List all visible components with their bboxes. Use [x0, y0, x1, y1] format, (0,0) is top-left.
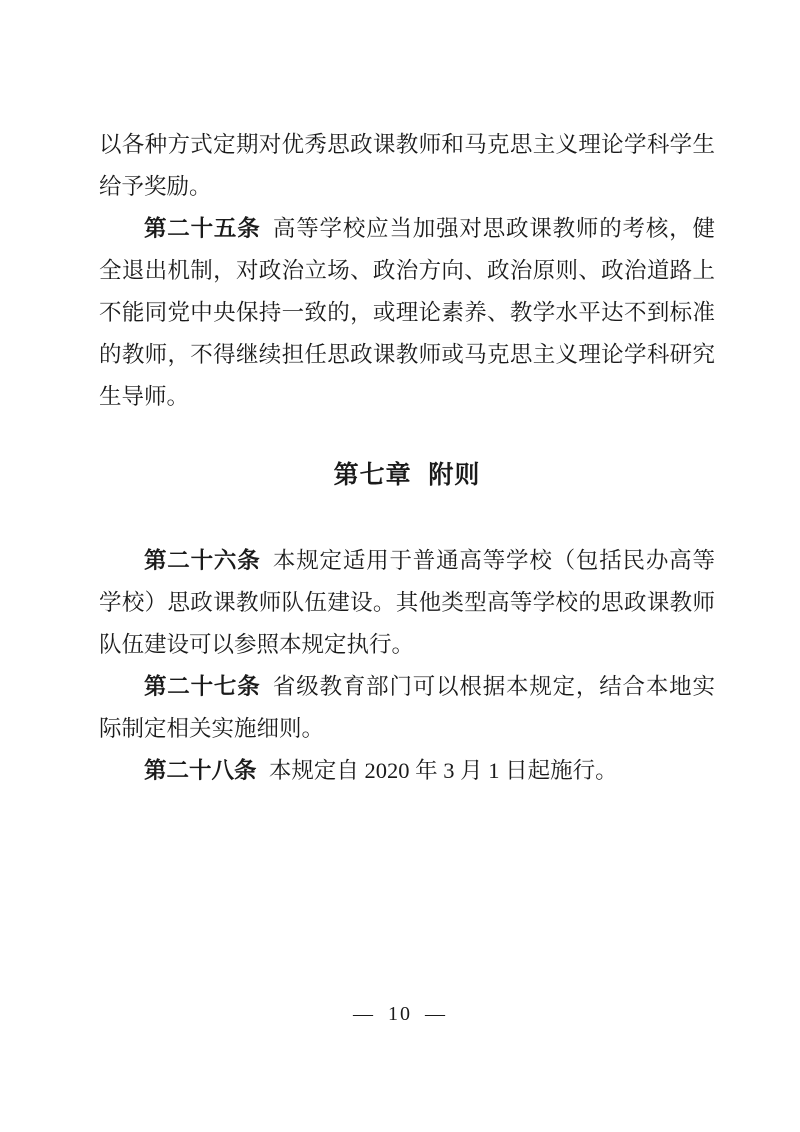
paragraph-article-27 [99, 666, 715, 750]
page-number: — 10 — [353, 1003, 447, 1025]
paragraph-text: 本规定自 2020 年 3 月 1 日起施行。 [268, 758, 618, 783]
article-number-label: 第二十八条 [144, 758, 257, 783]
paragraph-text: 高等学校应当加强对思政课教师的考核，健全退出机制，对政治立场、政治方向、政治原则、政治道路上不能同党中央保持一致的，或理论素养、教学水平达不到标准的教师，不得继续担任思政课教师或马克思主义理论学科研究生导师。 [99, 216, 715, 409]
paragraph-text: 本规定适用于普通高等学校（包括民办高等学校）思政课教师队伍建设。其他类型高等学校的思政课教师队伍建设可以参照本规定执行。 [99, 548, 715, 657]
chapter-heading: 第七章 附则 [333, 461, 481, 489]
paragraph-continuation [99, 124, 715, 208]
article-number-label: 第二十五条 [144, 216, 261, 241]
paragraph-article-25 [99, 208, 715, 418]
article-number-label: 第二十六条 [144, 548, 261, 573]
paragraph-article-28 [99, 750, 715, 792]
paragraph-text: 省级教育部门可以根据本规定，结合本地实际制定相关实施细则。 [99, 674, 715, 741]
paragraph-article-26 [99, 540, 715, 666]
paragraph-text: 以各种方式定期对优秀思政课教师和马克思主义理论学科学生给予奖励。 [99, 132, 715, 199]
article-number-label: 第二十七条 [144, 674, 261, 699]
